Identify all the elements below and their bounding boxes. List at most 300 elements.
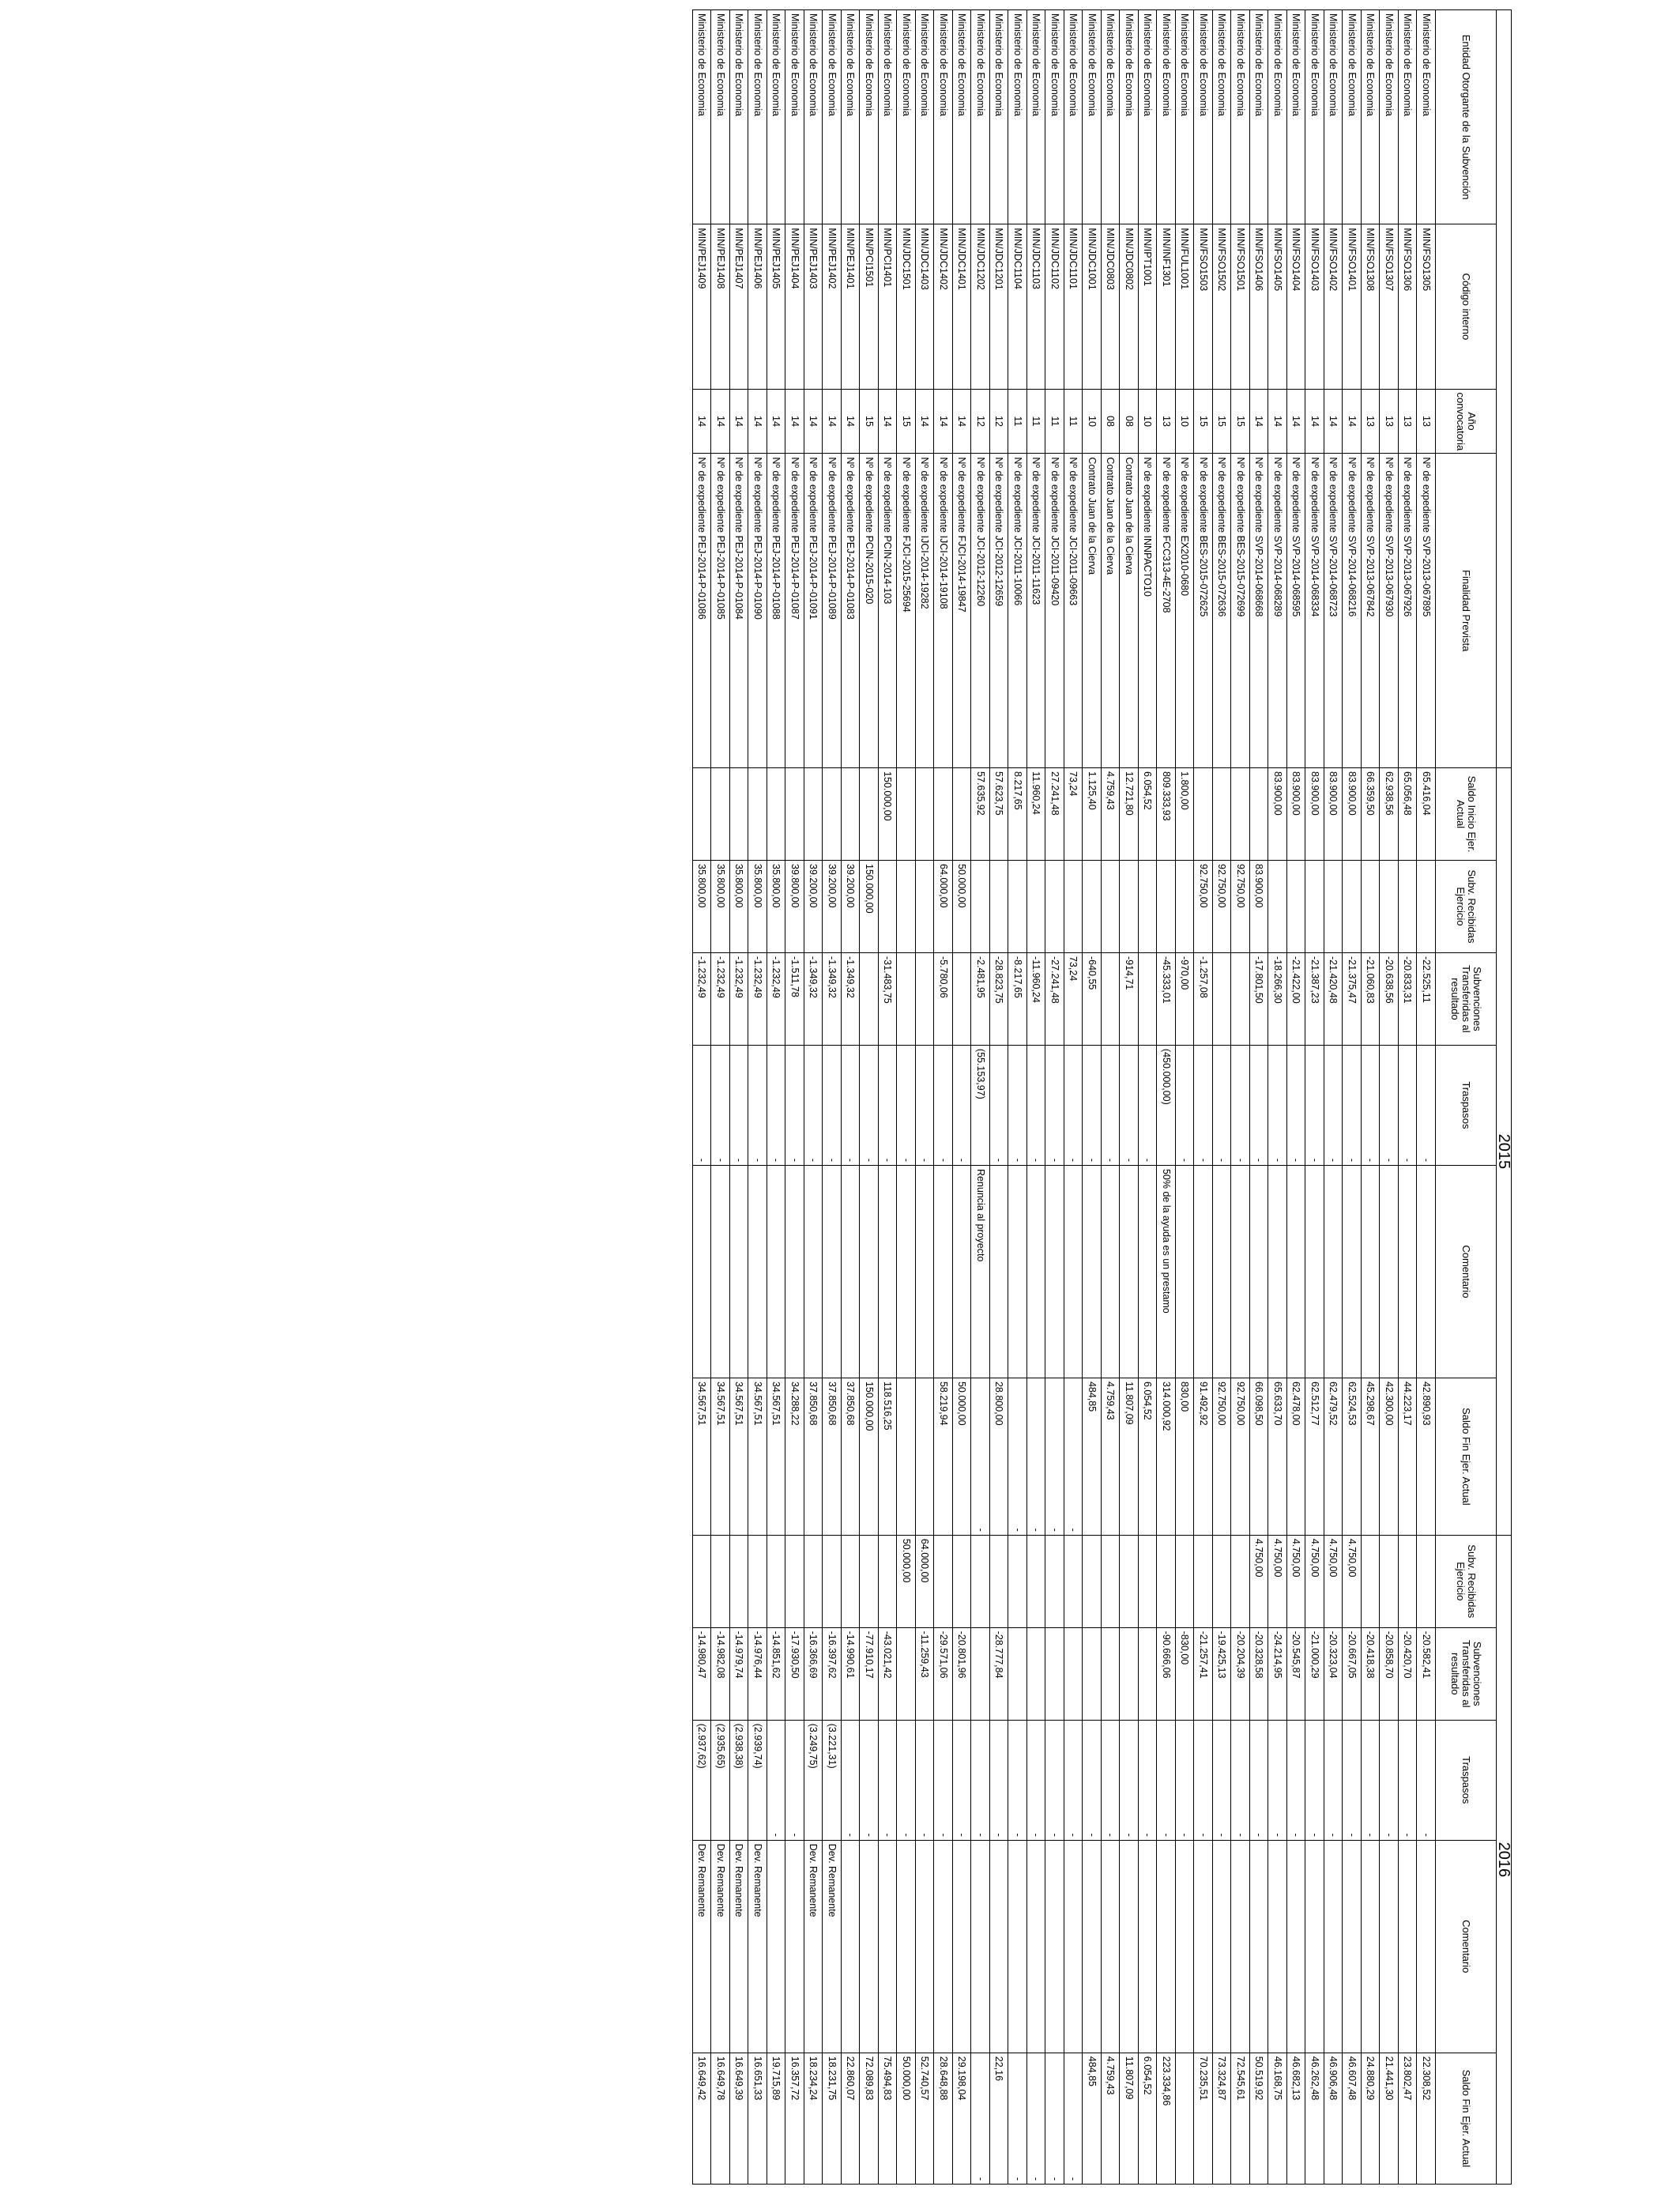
cell-rec15 [1008, 861, 1027, 953]
cell-tra15: -21.420,48 [1324, 952, 1343, 1045]
cell-tras16: - [1250, 1720, 1269, 1840]
cell-fin16: 28.648,88 [934, 2053, 953, 2184]
cell-com16 [1157, 1840, 1176, 2053]
cell-com16 [916, 1840, 935, 2053]
cell-fin16: 16.651,33 [748, 2053, 767, 2184]
cell-fin15: 62.479,52 [1324, 1378, 1343, 1535]
cell-anio: 11 [1045, 389, 1064, 454]
table-row [860, 10, 879, 2185]
cell-tra15: -20.638,56 [1380, 952, 1399, 1045]
cell-rec16: 4.750,00 [1324, 1535, 1343, 1627]
cell-codigo: MIN/JDC0803 [1102, 224, 1121, 389]
cell-tra16: -14.979,74 [730, 1627, 749, 1720]
cell-tra15 [897, 952, 916, 1045]
cell-tra15: -45.333,01 [1157, 952, 1176, 1045]
cell-tras15: - [748, 1045, 767, 1165]
cell-finalidad: Nº de expediente SVP-2014-068668 [1250, 454, 1269, 768]
cell-saldo-inicio [1213, 768, 1232, 861]
cell-com15 [748, 1165, 767, 1378]
cell-anio: 13 [1417, 389, 1436, 454]
cell-saldo-inicio [934, 768, 953, 861]
cell-entidad: Ministerio de Economia [1027, 10, 1046, 224]
cell-tras16: - [1213, 1720, 1232, 1840]
cell-tra16 [1045, 1627, 1064, 1720]
cell-rec15 [1362, 861, 1381, 953]
cell-fin15: 34.567,51 [730, 1378, 749, 1535]
cell-com15 [1045, 1165, 1064, 1378]
cell-saldo-inicio: 27.241,48 [1045, 768, 1064, 861]
cell-finalidad: Nº de expediente BES-2015-072625 [1194, 454, 1213, 768]
cell-tra15: -8.217,65 [1008, 952, 1027, 1045]
cell-tras15: - [1399, 1045, 1418, 1165]
cell-tra15: -1.232,49 [693, 952, 712, 1045]
cell-codigo: MIN/JDC1403 [916, 224, 935, 389]
cell-tras15: - [1194, 1045, 1213, 1165]
cell-anio: 08 [1120, 389, 1139, 454]
cell-codigo: MIN/PEJ1402 [823, 224, 842, 389]
cell-tra16: -21.000,29 [1305, 1627, 1324, 1720]
rotated-sheet [9, 9, 1512, 2185]
cell-tra15: -22.525,11 [1417, 952, 1436, 1045]
header-traspasos-2015: Traspasos [1436, 1045, 1497, 1165]
cell-rec16 [785, 1535, 804, 1627]
cell-tra16 [1027, 1627, 1046, 1720]
cell-rec16 [860, 1535, 879, 1627]
cell-fin15: 34.567,51 [693, 1378, 712, 1535]
cell-rec16 [953, 1535, 972, 1627]
cell-saldo-inicio: 8.217,65 [1008, 768, 1027, 861]
cell-rec15: 50.000,00 [953, 861, 972, 953]
cell-tra16 [1064, 1627, 1083, 1720]
cell-fin15: 37.850,68 [842, 1378, 861, 1535]
cell-fin16: 223.334,86 [1157, 2053, 1176, 2184]
cell-com16 [1045, 1840, 1064, 2053]
cell-finalidad: Nº de expediente IJCI-2014-19282 [916, 454, 935, 768]
cell-saldo-inicio: 83.900,00 [1305, 768, 1324, 861]
cell-fin15: 484,85 [1083, 1378, 1102, 1535]
table-row [1176, 10, 1195, 2185]
cell-fin15: 37.850,68 [823, 1378, 842, 1535]
cell-tras16: (2.939,74) [748, 1720, 767, 1840]
cell-anio: 14 [1268, 389, 1287, 454]
cell-saldo-inicio: 83.900,00 [1287, 768, 1306, 861]
cell-fin16: 70.235,51 [1194, 2053, 1213, 2184]
cell-rec15: 92.750,00 [1194, 861, 1213, 953]
cell-com16 [934, 1840, 953, 2053]
cell-tra15: -1.349,32 [823, 952, 842, 1045]
cell-tras16: - [934, 1720, 953, 1840]
cell-fin15: 62.478,00 [1287, 1378, 1306, 1535]
cell-codigo: MIN/IPT1001 [1139, 224, 1158, 389]
cell-codigo: MIN/JDC1103 [1027, 224, 1046, 389]
cell-rec16 [1176, 1535, 1195, 1627]
cell-entidad: Ministerio de Economia [823, 10, 842, 224]
cell-finalidad: Nº de expediente PEJ-2014-P-01087 [785, 454, 804, 768]
cell-tras16: - [879, 1720, 898, 1840]
table-row [1380, 10, 1399, 2185]
cell-fin15: 34.567,51 [711, 1378, 730, 1535]
cell-com15 [934, 1165, 953, 1378]
cell-tra16: -28.777,84 [990, 1627, 1009, 1720]
header-subv-recibidas-2015: Subv. Recibidas Ejercicio [1436, 861, 1497, 953]
cell-fin15: 45.298,67 [1362, 1378, 1381, 1535]
cell-tra16: -20.801,96 [953, 1627, 972, 1720]
cell-saldo-inicio [804, 768, 823, 861]
cell-com15 [990, 1165, 1009, 1378]
cell-fin15: 37.850,68 [804, 1378, 823, 1535]
cell-com16 [1120, 1840, 1139, 2053]
cell-saldo-inicio: 809.333,93 [1157, 768, 1176, 861]
header-entidad: Entidad Otorgante de la Subvención [1436, 10, 1497, 224]
cell-rec15: 35.800,00 [730, 861, 749, 953]
cell-tra15: -27.241,48 [1045, 952, 1064, 1045]
cell-tra16: -29.571,06 [934, 1627, 953, 1720]
cell-com16: Dev. Remanente [748, 1840, 767, 2053]
cell-rec15 [1287, 861, 1306, 953]
cell-rec16 [1064, 1535, 1083, 1627]
cell-tras15: - [953, 1045, 972, 1165]
blank-header [1497, 10, 1512, 768]
cell-anio: 14 [711, 389, 730, 454]
table-row [1045, 10, 1064, 2185]
cell-finalidad: Nº de expediente FJCI-2015-25694 [897, 454, 916, 768]
table-row [1324, 10, 1343, 2185]
cell-tras15: - [1417, 1045, 1436, 1165]
cell-rec15 [1324, 861, 1343, 953]
cell-com16 [1343, 1840, 1362, 2053]
cell-fin16: 46.262,48 [1305, 2053, 1324, 2184]
cell-saldo-inicio [767, 768, 786, 861]
cell-saldo-inicio: 150.000,00 [879, 768, 898, 861]
cell-saldo-inicio: 66.359,50 [1362, 768, 1381, 861]
cell-anio: 11 [1008, 389, 1027, 454]
cell-saldo-inicio: 62.938,56 [1380, 768, 1399, 861]
cell-tra15: -914,71 [1120, 952, 1139, 1045]
cell-saldo-inicio: 57.635,92 [971, 768, 990, 861]
cell-entidad: Ministerio de Economia [916, 10, 935, 224]
cell-codigo: MIN/FSO1305 [1417, 224, 1436, 389]
cell-com15 [842, 1165, 861, 1378]
cell-fin16: 24.880,29 [1362, 2053, 1381, 2184]
cell-rec15 [1139, 861, 1158, 953]
cell-anio: 10 [1176, 389, 1195, 454]
cell-tra15: -21.375,47 [1343, 952, 1362, 1045]
cell-entidad: Ministerio de Economia [1213, 10, 1232, 224]
cell-rec16 [842, 1535, 861, 1627]
cell-tras15: - [1176, 1045, 1195, 1165]
cell-finalidad: Nº de expediente PEJ-2014-P-01090 [748, 454, 767, 768]
cell-tra16: -20.418,38 [1362, 1627, 1381, 1720]
cell-codigo: MIN/JDC1401 [953, 224, 972, 389]
table-row [1362, 10, 1381, 2185]
cell-entidad: Ministerio de Economia [860, 10, 879, 224]
cell-rec16 [748, 1535, 767, 1627]
table-row [711, 10, 730, 2185]
cell-com16 [897, 1840, 916, 2053]
cell-fin15: - [1008, 1378, 1027, 1535]
cell-rec16 [804, 1535, 823, 1627]
cell-tras16: - [1324, 1720, 1343, 1840]
cell-tra15: -28.823,75 [990, 952, 1009, 1045]
cell-fin16: 29.198,04 [953, 2053, 972, 2184]
cell-tra15: -1.511,78 [785, 952, 804, 1045]
table-row [1157, 10, 1176, 2185]
cell-tra16: -19.425,13 [1213, 1627, 1232, 1720]
cell-tra16: -17.930,50 [785, 1627, 804, 1720]
cell-tra15: -1.232,49 [711, 952, 730, 1045]
cell-tra15: -640,55 [1083, 952, 1102, 1045]
cell-tra16: -20.582,41 [1417, 1627, 1436, 1720]
cell-fin15: 314.000,92 [1157, 1378, 1176, 1535]
cell-tras16: - [1064, 1720, 1083, 1840]
cell-tras15: - [1250, 1045, 1269, 1165]
table-row [879, 10, 898, 2185]
cell-rec15 [1064, 861, 1083, 953]
cell-tras15: - [1139, 1045, 1158, 1165]
cell-entidad: Ministerio de Economia [953, 10, 972, 224]
cell-fin15: 58.219,94 [934, 1378, 953, 1535]
cell-fin16: - [1064, 2053, 1083, 2184]
cell-saldo-inicio: 83.900,00 [1268, 768, 1287, 861]
cell-tras15: - [693, 1045, 712, 1165]
cell-anio: 13 [1362, 389, 1381, 454]
cell-entidad: Ministerio de Economia [1102, 10, 1121, 224]
cell-codigo: MIN/FSO1307 [1380, 224, 1399, 389]
cell-com16 [1139, 1840, 1158, 2053]
cell-rec15: 39.800,00 [785, 861, 804, 953]
cell-com15 [1027, 1165, 1046, 1378]
cell-fin15: 44.223,17 [1399, 1378, 1418, 1535]
cell-tras16: (3.221,31) [823, 1720, 842, 1840]
cell-rec16 [693, 1535, 712, 1627]
cell-tra15: -31.483,75 [879, 952, 898, 1045]
cell-tras16: - [990, 1720, 1009, 1840]
cell-com16: Dev. Remanente [804, 1840, 823, 2053]
year-header-row [1497, 10, 1512, 2185]
cell-finalidad: Nº de expediente IJCI-2014-19108 [934, 454, 953, 768]
table-row [1305, 10, 1324, 2185]
cell-com16 [1194, 1840, 1213, 2053]
cell-com16 [1417, 1840, 1436, 2053]
subsidies-table [692, 9, 1512, 2185]
cell-codigo: MIN/FSO1501 [1231, 224, 1250, 389]
cell-finalidad: Nº de expediente SVP-2013-067926 [1399, 454, 1418, 768]
cell-com16 [767, 1840, 786, 2053]
cell-rec15 [1027, 861, 1046, 953]
cell-tra15: -1.349,32 [842, 952, 861, 1045]
table-row [1064, 10, 1083, 2185]
cell-tra16 [1008, 1627, 1027, 1720]
cell-fin15: 91.492,92 [1194, 1378, 1213, 1535]
cell-com15 [1268, 1165, 1287, 1378]
cell-anio: 08 [1102, 389, 1121, 454]
cell-tras16: - [971, 1720, 990, 1840]
table-row [1399, 10, 1418, 2185]
cell-tra15: -17.801,50 [1250, 952, 1269, 1045]
cell-tra16: -14.990,61 [842, 1627, 861, 1720]
cell-rec16: 4.750,00 [1250, 1535, 1269, 1627]
cell-com15 [767, 1165, 786, 1378]
cell-anio: 13 [1380, 389, 1399, 454]
cell-tras15: - [879, 1045, 898, 1165]
cell-tra15: -18.266,30 [1268, 952, 1287, 1045]
cell-rec15 [990, 861, 1009, 953]
header-subv-recibidas-2016: Subv. Recibidas Ejercicio [1436, 1535, 1497, 1627]
cell-anio: 11 [1027, 389, 1046, 454]
cell-com15 [1417, 1165, 1436, 1378]
cell-finalidad: Nº de expediente BES-2015-072636 [1213, 454, 1232, 768]
cell-fin15: 34.288,22 [785, 1378, 804, 1535]
cell-fin16: 23.802,47 [1399, 2053, 1418, 2184]
cell-com15 [1380, 1165, 1399, 1378]
cell-entidad: Ministerio de Economia [748, 10, 767, 224]
cell-tra15: -20.833,31 [1399, 952, 1418, 1045]
header-codigo: Código interno [1436, 224, 1497, 389]
cell-com16 [1213, 1840, 1232, 2053]
cell-anio: 15 [897, 389, 916, 454]
cell-codigo: MIN/FSO1405 [1268, 224, 1287, 389]
cell-com15 [823, 1165, 842, 1378]
cell-finalidad: Nº de expediente PEJ-2014-P-01091 [804, 454, 823, 768]
table-row [1120, 10, 1139, 2185]
cell-codigo: MIN/INF1301 [1157, 224, 1176, 389]
cell-com16 [953, 1840, 972, 2053]
cell-fin15: 42.300,00 [1380, 1378, 1399, 1535]
cell-com15 [879, 1165, 898, 1378]
cell-rec16 [1045, 1535, 1064, 1627]
cell-codigo: MIN/FSO1306 [1399, 224, 1418, 389]
cell-com16 [1231, 1840, 1250, 2053]
cell-finalidad: Nº de expediente SVP-2013-067842 [1362, 454, 1381, 768]
table-row [1008, 10, 1027, 2185]
cell-tras15: - [990, 1045, 1009, 1165]
cell-rec15: 39.200,00 [823, 861, 842, 953]
cell-rec16: 64.000,00 [916, 1535, 935, 1627]
table-row [785, 10, 804, 2185]
cell-codigo: MIN/JDC1104 [1008, 224, 1027, 389]
cell-anio: 14 [1305, 389, 1324, 454]
cell-com16 [1027, 1840, 1046, 2053]
cell-tras16: (2.935,65) [711, 1720, 730, 1840]
cell-saldo-inicio: 4.759,43 [1102, 768, 1121, 861]
cell-fin16: 50.519,92 [1250, 2053, 1269, 2184]
cell-codigo: MIN/PEJ1403 [804, 224, 823, 389]
cell-codigo: MIN/JDC0802 [1120, 224, 1139, 389]
cell-fin16: 16.357,72 [785, 2053, 804, 2184]
cell-anio: 12 [990, 389, 1009, 454]
cell-finalidad: Nº de expediente PEJ-2014-P-01086 [693, 454, 712, 768]
table-row [730, 10, 749, 2185]
cell-finalidad: Nº de expediente JCI-2012-12260 [971, 454, 990, 768]
cell-fin16: 46.682,13 [1287, 2053, 1306, 2184]
cell-codigo: MIN/JDC1102 [1045, 224, 1064, 389]
table-row [1027, 10, 1046, 2185]
cell-finalidad: Nº de expediente JCI-2011-10066 [1008, 454, 1027, 768]
cell-com15 [1194, 1165, 1213, 1378]
cell-anio: 14 [879, 389, 898, 454]
cell-anio: 15 [1231, 389, 1250, 454]
cell-saldo-inicio: 11.960,24 [1027, 768, 1046, 861]
cell-fin16: 18.234,24 [804, 2053, 823, 2184]
cell-entidad: Ministerio de Economia [804, 10, 823, 224]
cell-fin15: 62.524,53 [1343, 1378, 1362, 1535]
cell-com15: 50% de la ayuda es un prestamo [1157, 1165, 1176, 1378]
cell-tra16 [1102, 1627, 1121, 1720]
cell-tras15: - [1362, 1045, 1381, 1165]
cell-fin16: - [1045, 2053, 1064, 2184]
cell-anio: 14 [1343, 389, 1362, 454]
table-row [804, 10, 823, 2185]
cell-codigo: MIN/FSO1503 [1194, 224, 1213, 389]
cell-entidad: Ministerio de Economia [1380, 10, 1399, 224]
cell-rec15 [1380, 861, 1399, 953]
cell-saldo-inicio [785, 768, 804, 861]
cell-tras15: (450.000,00) [1157, 1045, 1176, 1165]
cell-tras15: - [1380, 1045, 1399, 1165]
cell-tras16: - [1027, 1720, 1046, 1840]
table-row [1083, 10, 1102, 2185]
cell-fin16: 22.308,52 [1417, 2053, 1436, 2184]
cell-fin15: 6.054,52 [1139, 1378, 1158, 1535]
cell-finalidad: Nº de expediente SVP-2014-068723 [1324, 454, 1343, 768]
table-row [1231, 10, 1250, 2185]
cell-tra16: -77.910,17 [860, 1627, 879, 1720]
cell-com15 [1305, 1165, 1324, 1378]
year-2015-header: 2015 [1497, 768, 1512, 1536]
cell-tra16: -14.976,44 [748, 1627, 767, 1720]
cell-fin15: 150.000,00 [860, 1378, 879, 1535]
cell-entidad: Ministerio de Economia [842, 10, 861, 224]
cell-tras15: - [1045, 1045, 1064, 1165]
cell-anio: 14 [767, 389, 786, 454]
cell-tra16: -20.667,05 [1343, 1627, 1362, 1720]
cell-fin16: 16.649,78 [711, 2053, 730, 2184]
cell-tra15: -21.422,00 [1287, 952, 1306, 1045]
cell-saldo-inicio [711, 768, 730, 861]
cell-entidad: Ministerio de Economia [1194, 10, 1213, 224]
cell-finalidad: Nº de expediente FJCI-2014-19847 [953, 454, 972, 768]
cell-tras16: - [1362, 1720, 1381, 1840]
cell-entidad: Ministerio de Economia [1157, 10, 1176, 224]
cell-codigo: MIN/JDC1001 [1083, 224, 1102, 389]
table-row [1287, 10, 1306, 2185]
cell-codigo: MIN/PEJ1406 [748, 224, 767, 389]
cell-tra16 [1083, 1627, 1102, 1720]
year-2016-header: 2016 [1497, 1535, 1512, 2184]
cell-saldo-inicio [916, 768, 935, 861]
cell-rec16 [1417, 1535, 1436, 1627]
table-row [971, 10, 990, 2185]
cell-rec15 [1343, 861, 1362, 953]
cell-anio: 14 [916, 389, 935, 454]
cell-codigo: MIN/PCI1501 [860, 224, 879, 389]
cell-saldo-inicio [897, 768, 916, 861]
cell-entidad: Ministerio de Economia [1324, 10, 1343, 224]
table-row [1213, 10, 1232, 2185]
cell-com15 [860, 1165, 879, 1378]
cell-rec16 [1194, 1535, 1213, 1627]
cell-finalidad: Nº de expediente JCI-2011-09420 [1045, 454, 1064, 768]
cell-com15 [711, 1165, 730, 1378]
cell-saldo-inicio: 6.054,52 [1139, 768, 1158, 861]
cell-rec16 [1120, 1535, 1139, 1627]
cell-rec15: 35.800,00 [767, 861, 786, 953]
cell-entidad: Ministerio de Economia [1045, 10, 1064, 224]
cell-rec16 [1362, 1535, 1381, 1627]
cell-anio: 12 [971, 389, 990, 454]
cell-fin16: 72.089,83 [860, 2053, 879, 2184]
cell-anio: 11 [1064, 389, 1083, 454]
